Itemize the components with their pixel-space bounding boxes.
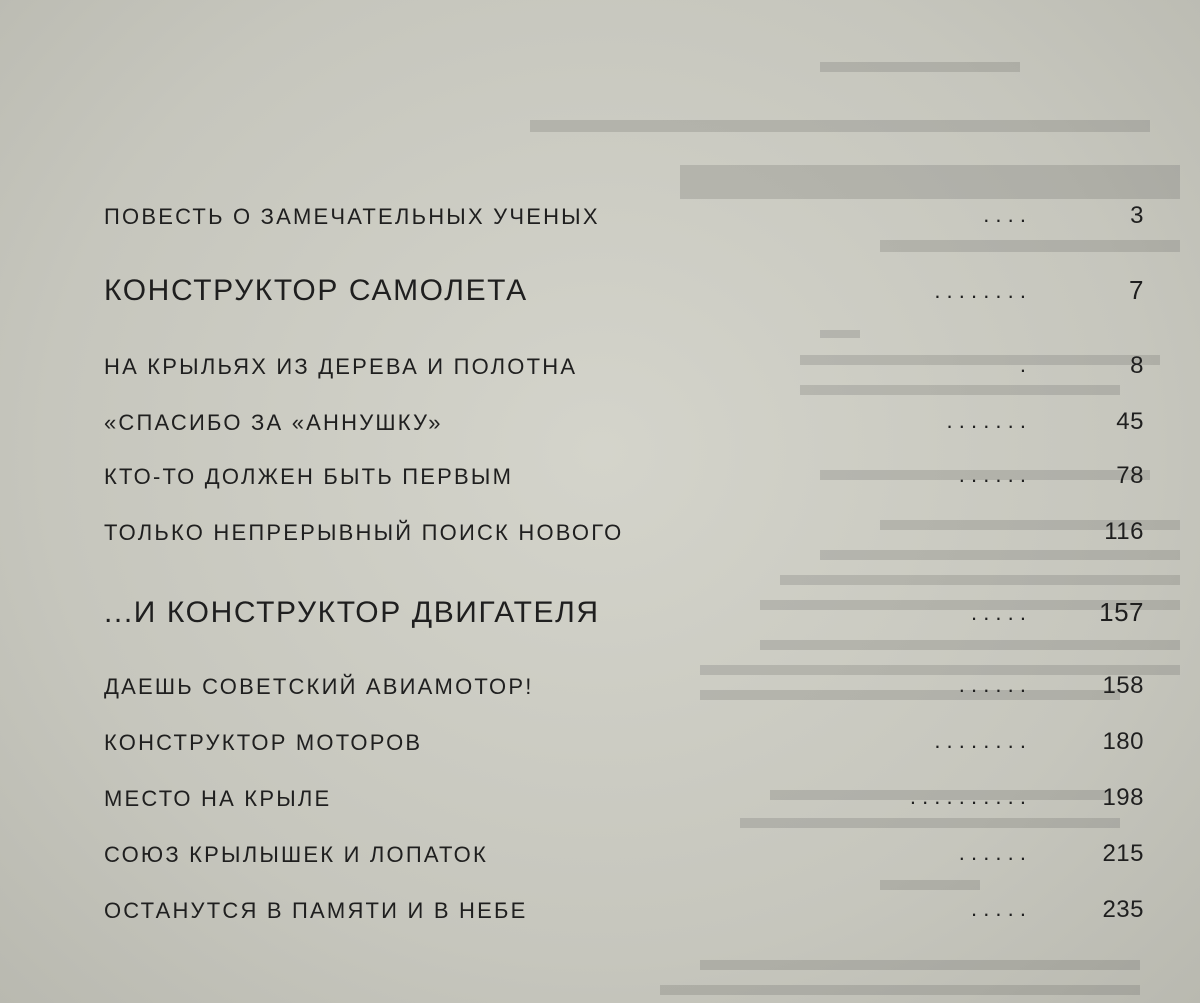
toc-leader-dots: . bbox=[1019, 352, 1026, 377]
toc-leader-dots: . . . . . . bbox=[958, 840, 1026, 865]
toc-entry bbox=[104, 662, 1144, 702]
toc-entry bbox=[104, 886, 1144, 926]
toc-page-number: 180 bbox=[1102, 728, 1144, 755]
toc-page-number: 7 bbox=[1129, 275, 1144, 305]
toc-entry-title: ОСТАНУТСЯ В ПАМЯТИ И В НЕБЕ bbox=[104, 898, 528, 923]
toc-entry-title: МЕСТО НА КРЫЛЕ bbox=[104, 786, 332, 811]
toc-leader-dots: . . . . . . . . bbox=[934, 278, 1026, 303]
toc-section-heading bbox=[104, 590, 1144, 630]
toc-page-number: 198 bbox=[1102, 784, 1144, 811]
toc-section-heading bbox=[104, 268, 1144, 308]
toc-entry bbox=[104, 718, 1144, 758]
toc-page-number: 116 bbox=[1104, 518, 1144, 545]
toc-entry bbox=[104, 452, 1144, 492]
toc-leader-dots: . . . . . bbox=[970, 896, 1026, 921]
toc-page-number: 215 bbox=[1102, 840, 1144, 867]
toc-entry-title: ДАЕШЬ СОВЕТСКИЙ АВИАМОТОР! bbox=[104, 674, 534, 699]
toc-page-number: 235 bbox=[1102, 896, 1144, 923]
toc-entry bbox=[104, 508, 1144, 548]
toc-entry-title: ПОВЕСТЬ О ЗАМЕЧАТЕЛЬНЫХ УЧЕНЫХ bbox=[104, 204, 600, 229]
toc-entry-title: КТО-ТО ДОЛЖЕН БЫТЬ ПЕРВЫМ bbox=[104, 464, 514, 489]
toc-leader-dots: . . . . . . bbox=[958, 672, 1026, 697]
toc-entry bbox=[104, 342, 1144, 382]
toc-entry bbox=[104, 192, 1144, 232]
toc-page-number: 158 bbox=[1102, 672, 1144, 699]
toc-page-number: 45 bbox=[1116, 408, 1144, 435]
toc-entry-title: КОНСТРУКТОР САМОЛЕТА bbox=[104, 274, 528, 307]
toc-leader-dots: . . . . . . . . bbox=[934, 728, 1026, 753]
toc-entry-title: СОЮЗ КРЫЛЫШЕК И ЛОПАТОК bbox=[104, 842, 489, 867]
toc-leader-dots: . . . . bbox=[983, 202, 1026, 227]
toc-page-number: 157 bbox=[1099, 597, 1144, 627]
toc-leader-dots: . . . . . . . . . . bbox=[909, 784, 1026, 809]
toc-entry bbox=[104, 830, 1144, 870]
toc-entry bbox=[104, 398, 1144, 438]
toc-entry-title: ...И КОНСТРУКТОР ДВИГАТЕЛЯ bbox=[104, 596, 600, 629]
toc-entry-title: «СПАСИБО ЗА «АННУШКУ» bbox=[104, 410, 443, 435]
toc-leader-dots: . . . . . bbox=[970, 600, 1026, 625]
toc-entry-title: КОНСТРУКТОР МОТОРОВ bbox=[104, 730, 423, 755]
toc-page-number: 8 bbox=[1130, 352, 1144, 379]
toc-entry-title: ТОЛЬКО НЕПРЕРЫВНЫЙ ПОИСК НОВОГО bbox=[104, 520, 624, 545]
toc-entry-title: НА КРЫЛЬЯХ ИЗ ДЕРЕВА И ПОЛОТНА bbox=[104, 354, 578, 379]
toc-page-number: 3 bbox=[1130, 202, 1144, 229]
toc-leader-dots: . . . . . . bbox=[958, 462, 1026, 487]
toc-entry bbox=[104, 774, 1144, 814]
toc-leader-dots: . . . . . . . bbox=[946, 408, 1026, 433]
toc-page-number: 78 bbox=[1116, 462, 1144, 489]
